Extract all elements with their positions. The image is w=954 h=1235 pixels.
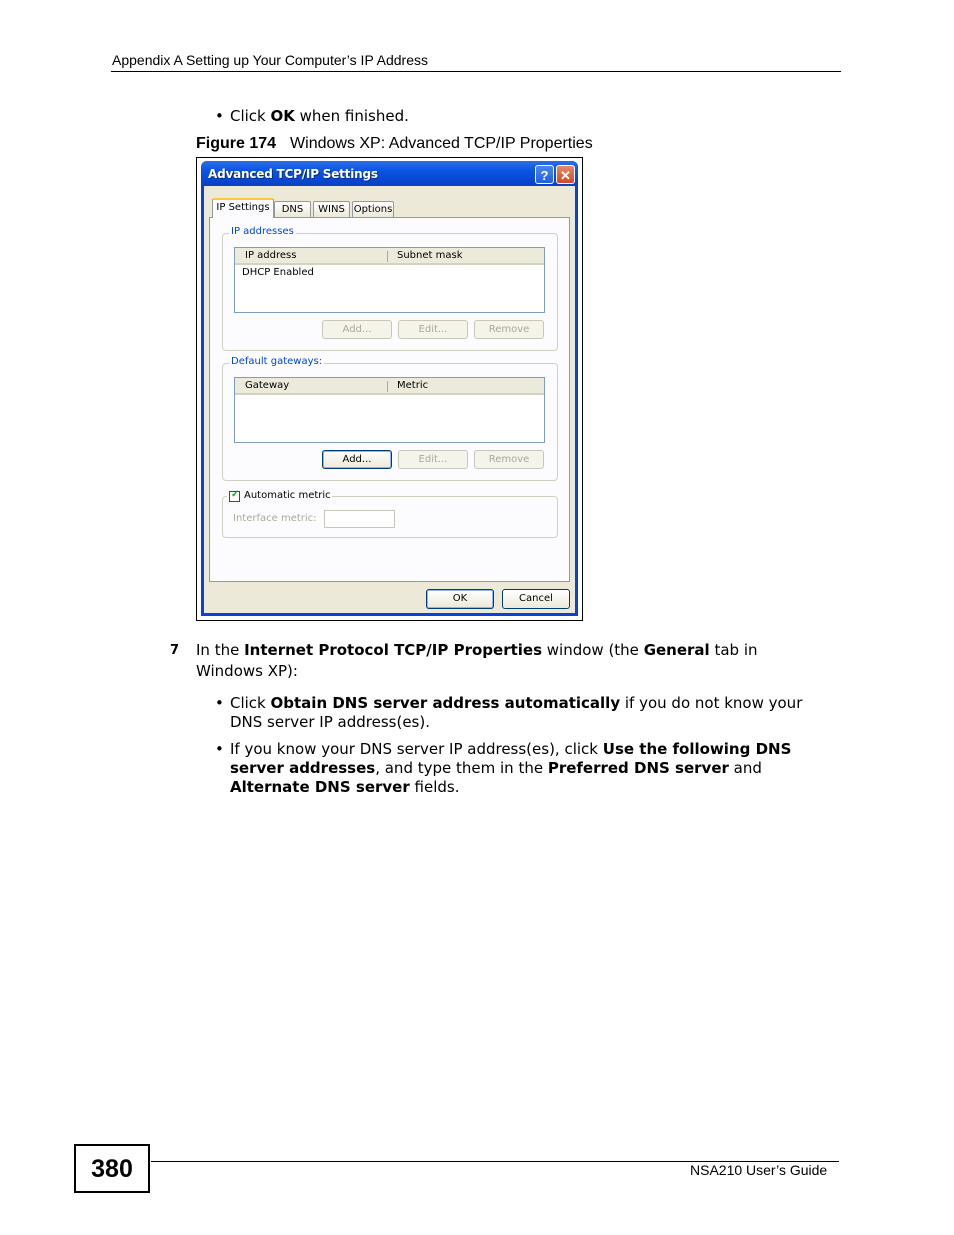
text-segment: window (the <box>542 641 644 659</box>
title-bar[interactable] <box>201 161 578 186</box>
help-button[interactable]: ? <box>535 165 554 184</box>
bullet-obtain-dns <box>215 694 835 734</box>
ip-address-list[interactable] <box>234 247 545 313</box>
text-bold: Preferred DNS server <box>547 759 729 777</box>
figure-caption <box>196 135 593 153</box>
text-bold: server addresses <box>230 759 376 777</box>
checkmark-icon: ✓ <box>231 489 240 500</box>
tab-options[interactable]: Options <box>352 201 394 217</box>
text-bold: OK <box>270 107 295 125</box>
tab-panel-ip-settings <box>209 217 570 582</box>
list-header <box>235 378 544 395</box>
text-bold: General <box>643 641 710 659</box>
dialog-window <box>201 161 578 616</box>
text-segment: , and type them in the <box>375 759 548 777</box>
text-segment: Click <box>230 107 271 125</box>
header-rule <box>111 71 841 72</box>
ip-add-button[interactable]: Add... <box>322 320 392 339</box>
step-7-line-1 <box>196 641 816 660</box>
tab-dns[interactable]: DNS <box>274 201 311 217</box>
list-header <box>235 248 544 265</box>
text-segment: tab in <box>709 641 758 659</box>
automatic-metric-checkbox[interactable] <box>229 491 240 502</box>
ip-addresses-group <box>222 226 558 351</box>
text-bold: Use the following DNS <box>602 740 792 758</box>
interface-metric-input[interactable] <box>324 510 395 528</box>
text-segment: If you know your DNS server IP address(es), click <box>230 740 603 758</box>
bullet-line-2 <box>230 759 835 778</box>
close-button[interactable]: ✕ <box>556 165 575 184</box>
list-item[interactable]: DHCP Enabled <box>242 267 314 278</box>
bullet-text <box>230 740 835 797</box>
default-gateways-legend: Default gateways: <box>231 356 323 367</box>
ok-button[interactable]: OK <box>426 589 494 609</box>
gateway-remove-button[interactable]: Remove <box>474 450 544 469</box>
metric-group <box>222 489 558 538</box>
tab-ip-settings[interactable]: IP Settings <box>212 198 274 218</box>
ip-remove-button[interactable]: Remove <box>474 320 544 339</box>
column-separator[interactable] <box>387 381 388 392</box>
guide-title: NSA210 User’s Guide <box>690 1162 828 1178</box>
column-gateway[interactable]: Gateway <box>245 380 290 391</box>
bullet-dot: • <box>215 740 224 758</box>
bullet-text <box>230 107 409 126</box>
bullet-text <box>230 694 835 732</box>
text-bold: Alternate DNS server <box>230 778 410 796</box>
step-7-line-2: Windows XP): <box>196 662 298 680</box>
automatic-metric-label[interactable]: Automatic metric <box>244 490 331 501</box>
text-segment: when finished. <box>294 107 409 125</box>
bullet-dot: • <box>215 107 224 125</box>
tab-wins[interactable]: WINS <box>313 201 350 217</box>
bullet-line-1 <box>230 694 835 713</box>
step-number: 7 <box>170 643 180 658</box>
text-segment: fields. <box>409 778 460 796</box>
ip-edit-button[interactable]: Edit... <box>398 320 468 339</box>
bullet-line-1 <box>230 740 835 759</box>
bullet-dot: • <box>215 694 224 712</box>
dialog-client <box>204 186 575 613</box>
default-gateways-group <box>222 356 558 481</box>
text-segment: if you do not know your <box>620 694 803 712</box>
gateway-edit-button[interactable]: Edit... <box>398 450 468 469</box>
gateway-list[interactable] <box>234 377 545 443</box>
cancel-button[interactable]: Cancel <box>502 589 570 609</box>
step-7-text <box>196 641 816 681</box>
bullet-line-3 <box>230 778 835 797</box>
text-segment: In the <box>196 641 245 659</box>
dialog-title: Advanced TCP/IP Settings <box>208 167 378 181</box>
column-subnet-mask[interactable]: Subnet mask <box>397 250 463 261</box>
text-segment: Click <box>230 694 271 712</box>
bullet-click-ok <box>215 107 815 127</box>
figure-screenshot <box>196 157 583 621</box>
page-number: 380 <box>74 1144 150 1193</box>
bullet-use-following-dns <box>215 740 835 800</box>
bullet-line-2: DNS server IP address(es). <box>230 713 430 731</box>
column-separator[interactable] <box>387 251 388 262</box>
gateway-add-button[interactable]: Add... <box>322 450 392 469</box>
automatic-metric-row <box>227 489 332 503</box>
running-header: Appendix A Setting up Your Computer’s IP Address <box>112 52 428 68</box>
ip-addresses-legend: IP addresses <box>231 226 294 237</box>
interface-metric-label: Interface metric: <box>233 513 317 524</box>
figure-title: Windows XP: Advanced TCP/IP Properties <box>290 135 593 152</box>
text-segment: and <box>728 759 762 777</box>
text-bold: Internet Protocol TCP/IP Properties <box>244 641 542 659</box>
column-metric[interactable]: Metric <box>397 380 429 391</box>
column-ip-address[interactable]: IP address <box>245 250 297 261</box>
figure-label: Figure 174 <box>196 135 277 152</box>
text-bold: Obtain DNS server address automatically <box>270 694 621 712</box>
